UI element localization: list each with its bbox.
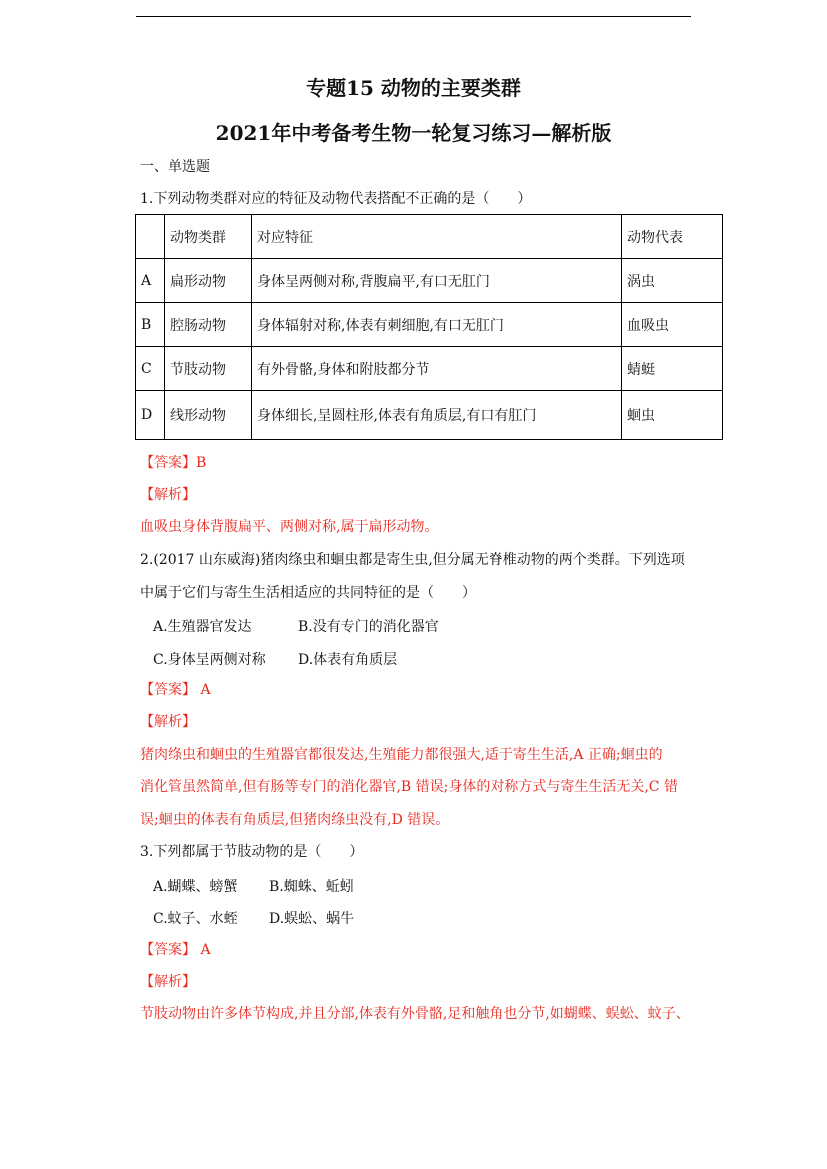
question-1-stem: 1.下列动物类群对应的特征及动物代表搭配不正确的是（ ）: [140, 191, 532, 207]
table-header-cell: 动物代表: [622, 215, 723, 259]
table-row: [136, 303, 723, 347]
table-cell: 身体呈两侧对称,背腹扁平,有口无肛门: [252, 259, 622, 303]
table-cell: B: [136, 303, 165, 347]
section-heading: 一、单选题: [140, 159, 210, 175]
question-2-answer: 【答案】 A: [140, 682, 211, 698]
table-header-cell: 动物类群: [165, 215, 252, 259]
question-3-option-a: A.蝴蝶、螃蟹: [153, 879, 238, 895]
table-header-cell: 对应特征: [252, 215, 622, 259]
table-cell: 节肢动物: [165, 347, 252, 391]
question-3-analysis-label: 【解析】: [140, 974, 196, 990]
table-cell: 扁形动物: [165, 259, 252, 303]
title-line-2: 2021年中考备考生物一轮复习练习—解析版: [215, 121, 612, 145]
table-cell: A: [136, 259, 165, 303]
question-3-option-d: D.蜈蚣、蜗牛: [269, 911, 355, 927]
question-2-option-a: A.生殖器官发达: [153, 619, 252, 635]
question-1-answer: 【答案】B: [140, 455, 207, 471]
table-cell: 蛔虫: [622, 391, 723, 440]
table-cell: 蜻蜓: [622, 347, 723, 391]
question-2-option-d: D.体表有角质层: [298, 652, 398, 668]
table-cell: 腔肠动物: [165, 303, 252, 347]
question-1-analysis-label: 【解析】: [140, 487, 196, 503]
question-2-stem-line-1: 2.(2017 山东威海)猪肉绦虫和蛔虫都是寄生虫,但分属无脊椎动物的两个类群。下列选项: [140, 552, 685, 568]
question-3-answer: 【答案】 A: [140, 942, 211, 958]
question-1-analysis: 血吸虫身体背腹扁平、两侧对称,属于扁形动物。: [140, 519, 439, 535]
question-3-stem: 3.下列都属于节肢动物的是（ ）: [140, 844, 364, 860]
question-2-analysis-line-1: 猪肉绦虫和蛔虫的生殖器官都很发达,生殖能力都很强大,适于寄生生活,A 正确;蛔虫的: [140, 747, 663, 763]
question-1-table: [135, 214, 723, 440]
table-cell: C: [136, 347, 165, 391]
table-row: [136, 347, 723, 391]
question-2-analysis-line-3: 误;蛔虫的体表有角质层,但猪肉绦虫没有,D 错误。: [140, 812, 450, 828]
table-cell: 身体辐射对称,体表有刺细胞,有口无肛门: [252, 303, 622, 347]
header-rule: [136, 16, 691, 17]
table-header-row: [136, 215, 723, 259]
question-2-analysis-label: 【解析】: [140, 714, 196, 730]
table-cell: D: [136, 391, 165, 440]
table-row: [136, 259, 723, 303]
question-3-analysis-line-1: 节肢动物由许多体节构成,并且分部,体表有外骨骼,足和触角也分节,如蝴蝶、蜈蚣、蚊子、: [140, 1006, 690, 1022]
question-2-stem-line-2: 中属于它们与寄生生活相适应的共同特征的是（ ）: [140, 585, 476, 601]
question-3-option-c: C.蚊子、水蛭: [153, 911, 238, 927]
table-cell: 有外骨骼,身体和附肢都分节: [252, 347, 622, 391]
table-cell: 线形动物: [165, 391, 252, 440]
question-2-analysis-line-2: 消化管虽然简单,但有肠等专门的消化器官,B 错误;身体的对称方式与寄生生活无关,C 错: [140, 779, 678, 795]
table-cell: [136, 215, 165, 259]
title-line-1: 专题15 动物的主要类群: [306, 76, 521, 100]
table-cell: 涡虫: [622, 259, 723, 303]
table-cell: 身体细长,呈圆柱形,体表有角质层,有口有肛门: [252, 391, 622, 440]
question-2-option-b: B.没有专门的消化器官: [298, 619, 439, 635]
table-cell: 血吸虫: [622, 303, 723, 347]
question-3-option-b: B.蜘蛛、蚯蚓: [269, 879, 354, 895]
table-row: [136, 391, 723, 440]
question-2-option-c: C.身体呈两侧对称: [153, 652, 266, 668]
